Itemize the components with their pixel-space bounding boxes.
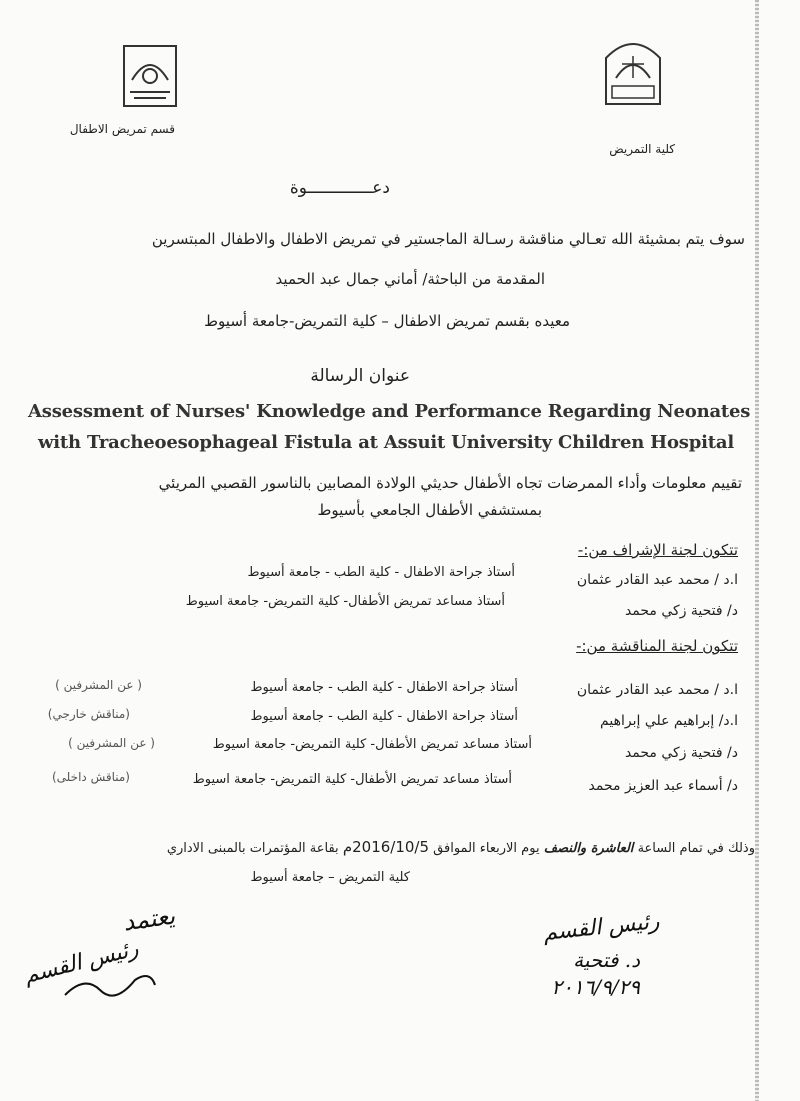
member-title: أستاذ جراحة الاطفال - كلية الطب - جامعة أسيوط bbox=[247, 565, 515, 580]
schedule-text-a: وذلك في تمام الساعة bbox=[637, 841, 755, 856]
schedule-location: كلية التمريض – جامعة أسيوط bbox=[250, 870, 410, 885]
scan-border bbox=[755, 0, 759, 1101]
member-name: ا.د / محمد عبد القادر عثمان bbox=[576, 572, 738, 588]
university-logo bbox=[600, 34, 666, 108]
thesis-title-ar-1: تقييم معلومات وأداء الممرضات تجاه الأطفال حديثي الولادة المصابين بالناسور القصبي المريئي bbox=[158, 474, 742, 492]
invitation-title: دعـــــــــــــوة bbox=[289, 178, 390, 198]
member-name: د/ فتحية زكي محمد bbox=[624, 745, 738, 761]
left-signature-scribble bbox=[60, 950, 160, 1010]
member-role: ( عن المشرفين ) bbox=[68, 736, 155, 750]
right-signature-title: رئيس القسم bbox=[542, 908, 661, 947]
member-title: أستاذ جراحة الاطفال - كلية الطب - جامعة أسيوط bbox=[250, 709, 518, 724]
thesis-heading: عنوان الرسالة bbox=[310, 366, 410, 386]
supervision-heading: تتكون لجنة الإشراف من:- bbox=[577, 541, 738, 559]
thesis-title-ar-2: بمستشفي الأطفال الجامعي بأسيوط bbox=[317, 501, 542, 519]
department-logo bbox=[118, 40, 182, 112]
schedule-text-b: يوم الاربعاء الموافق bbox=[433, 841, 540, 856]
schedule-line bbox=[167, 838, 755, 856]
member-title: أستاذ جراحة الاطفال - كلية الطب - جامعة أسيوط bbox=[250, 680, 518, 695]
researcher-affiliation: معيده بقسم تمريض الاطفال – كلية التمريض-جامعة أسيوط bbox=[204, 312, 570, 330]
member-role: (مناقش داخلى) bbox=[52, 770, 130, 784]
schedule-text-c: بقاعة المؤتمرات بالمبنى الاداري bbox=[166, 841, 339, 856]
member-name: د/ أسماء عبد العزيز محمد bbox=[588, 778, 738, 794]
left-signature-name: رئيس القسم bbox=[22, 936, 142, 989]
researcher-name: المقدمة من الباحثة/ أماني جمال عبد الحميد bbox=[275, 270, 545, 288]
member-name: ا.د / محمد عبد القادر عثمان bbox=[576, 682, 738, 698]
member-title: أستاذ مساعد تمريض الأطفال- كلية التمريض- جامعة اسيوط bbox=[185, 594, 505, 609]
member-name: د/ فتحية زكي محمد bbox=[624, 603, 738, 619]
member-name: ا.د/ إبراهيم علي إبراهيم bbox=[600, 713, 738, 729]
member-role: (مناقش خارجي) bbox=[47, 707, 130, 721]
member-role: ( عن المشرفين ) bbox=[55, 678, 142, 692]
department-label: قسم تمريض الاطفال bbox=[69, 122, 175, 136]
right-signature-name: د. فتحية bbox=[573, 948, 640, 972]
invitation-line-1: سوف يتم بمشيئة الله تعـالي مناقشة رسـالة الماجستير في تمريض الاطفال والاطفال المبتسرين bbox=[151, 230, 745, 248]
handwritten-time: العاشرة والنصف bbox=[543, 841, 634, 856]
faculty-label: كلية التمريض bbox=[609, 142, 675, 156]
member-title: أستاذ مساعد تمريض الأطفال- كلية التمريض- جامعة اسيوط bbox=[192, 772, 512, 787]
member-title: أستاذ مساعد تمريض الأطفال- كلية التمريض- جامعة اسيوط bbox=[212, 737, 532, 752]
thesis-title-en-2: with Tracheoesophageal Fistula at Assuit University Children Hospital bbox=[38, 432, 734, 453]
examination-heading: تتكون لجنة المناقشة من:- bbox=[576, 637, 738, 655]
schedule-date: 2016/10/5م bbox=[342, 838, 430, 856]
right-signature-date: ٢٠١٦/٩/٢٩ bbox=[551, 975, 640, 999]
thesis-title-en-1: Assessment of Nurses' Knowledge and Performance Regarding Neonates bbox=[28, 401, 751, 422]
left-signature-title: يعتمد bbox=[121, 901, 177, 937]
